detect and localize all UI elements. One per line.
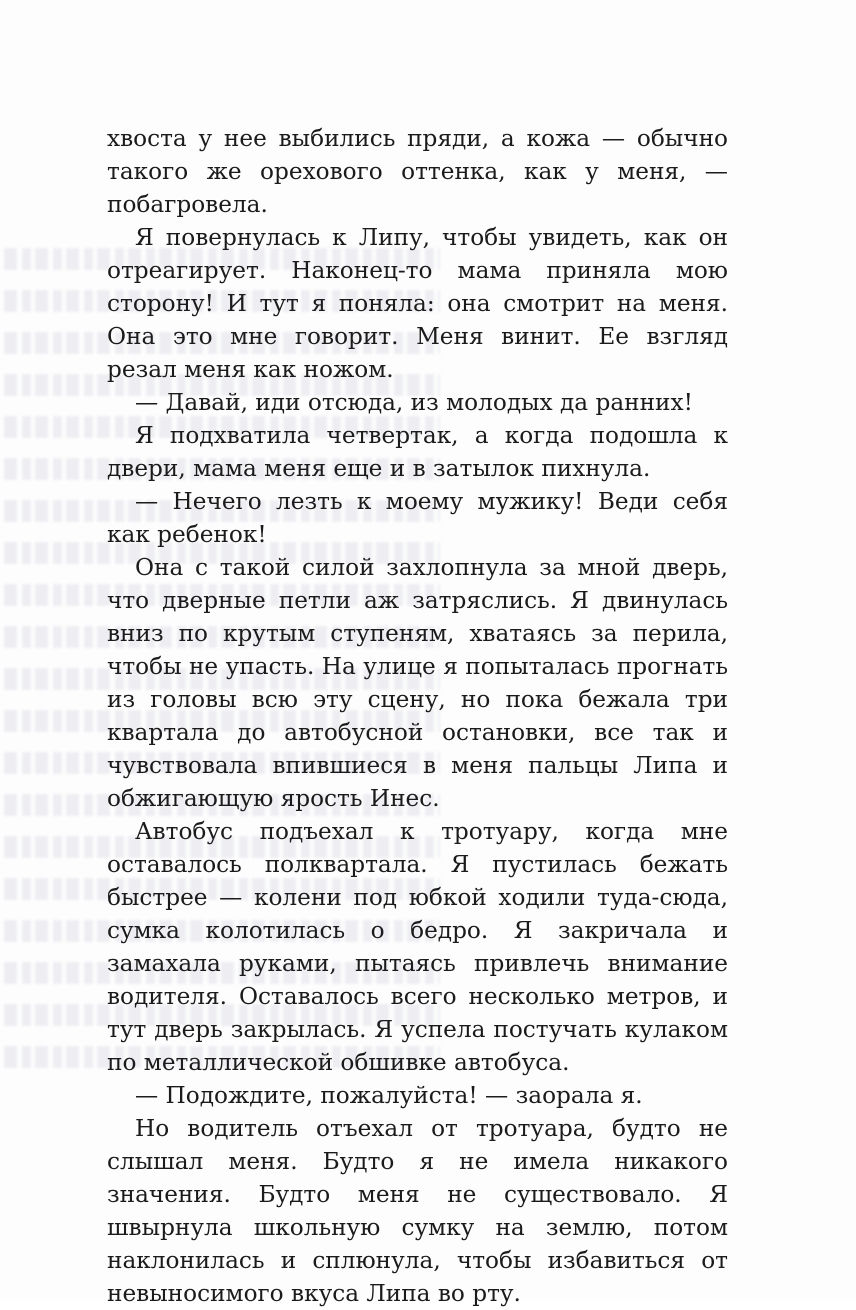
paragraph: Я подхватила четвертак, а когда подошла к двери, мама меня еще и в затылок пихнула. xyxy=(107,422,728,482)
paragraph: Но водитель отъехал от тротуара, будто не слышал меня. Будто я не имела никакого значения. Будто меня не существовало. Я швырнула школьную сумку на землю, потом наклонилась и сплюнула, чтобы избавиться от невыносимого вкуса Липа во рту. xyxy=(107,1115,728,1307)
paragraph: Автобус подъехал к тротуару, когда мне оставалось полквартала. Я пустилась бежать быстрее — колени под юбкой ходили туда-сюда, сумка колотилась о бедро. Я закричала и замахала руками, пытаясь привлечь внимание водителя. Оставалось всего несколько метров, и тут дверь закрылась. Я успела постучать кулаком по металлической обшивке автобуса. xyxy=(107,818,728,1076)
paragraph: Она с такой силой захлопнула за мной дверь, что дверные петли аж затряслись. Я двинулась вниз по крутым ступеням, хватаясь за перила, чтобы не упасть. На улице я попыталась прогнать из головы всю эту сцену, но пока бежала три квартала до автобусной остановки, все так и чувствовала впившиеся в меня пальцы Липа и обжигающую ярость Инес. xyxy=(107,554,728,812)
dialogue-line: — Нечего лезть к моему мужику! Веди себя как ребенок! xyxy=(107,488,728,548)
dialogue-line: — Подождите, пожалуйста! — заорала я. xyxy=(135,1082,643,1109)
paragraph: хвоста у нее выбились пряди, а кожа — обычно такого же орехового оттенка, как у меня, — побагровела. xyxy=(107,125,728,218)
dialogue-line: — Давай, иди отсюда, из молодых да ранних! xyxy=(135,389,693,416)
body-text xyxy=(107,122,728,1310)
paragraph: Я повернулась к Липу, чтобы увидеть, как он отреагирует. Наконец-то мама приняла мою сторону! И тут я поняла: она смотрит на меня. Она это мне говорит. Меня винит. Ее взгляд резал меня как ножом. xyxy=(107,224,728,383)
